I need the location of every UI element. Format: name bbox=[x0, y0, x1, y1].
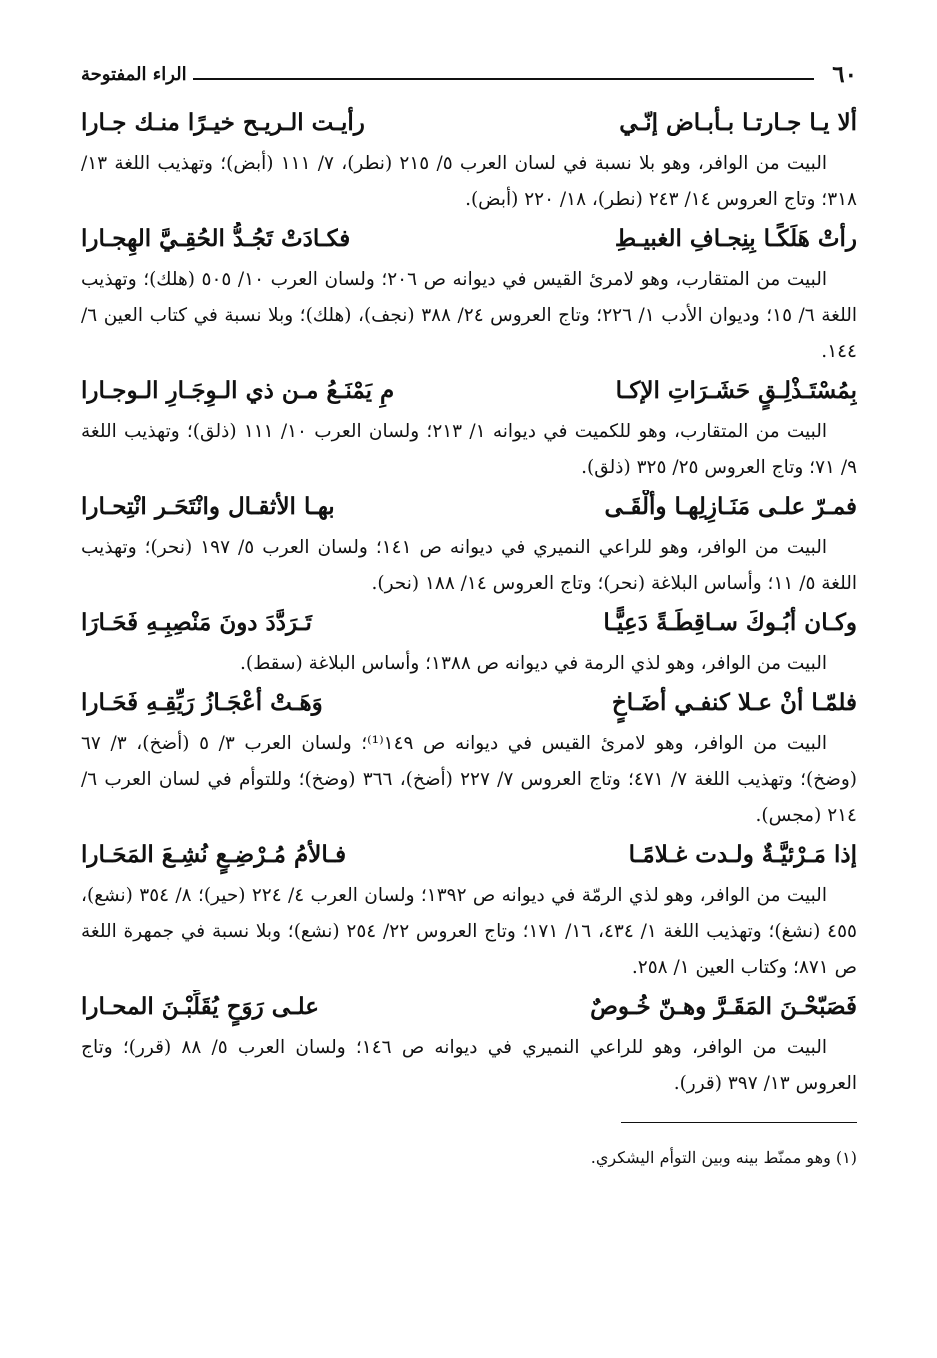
section-title: الراء المفتوحة bbox=[81, 64, 187, 85]
verse-entry bbox=[81, 686, 857, 834]
hemistich-second: مِ يَمْنَـعُ مـن ذي الـوِجَـارِ الـوجـارا bbox=[81, 377, 395, 404]
verse-line bbox=[81, 490, 857, 530]
verse-line bbox=[81, 222, 857, 262]
hemistich-first: ألا يـا جـارتـا بـأُبـاض إنّـي bbox=[619, 109, 857, 136]
verse-commentary: البيت من الوافر، وهو لامرئ القيس في ديوانه ص ١٤٩⁽¹⁾؛ ولسان العرب ٣/ ٥ (أضخ)، ٣/ ٦٧ (وضخ)؛ وتهذيب اللغة ٧/ ٤٧١؛ وتاج العروس ٧/ ٢٢٧ (أضخ)، ٣٦٦ (وضخ)؛ وللتوأم في لسان العرب ٦/ ٢١٤ (مجس). bbox=[81, 733, 857, 826]
hemistich-second: رأيـت الـريـح خيـرًا منـك جـارا bbox=[81, 109, 365, 136]
book-page bbox=[81, 56, 857, 1173]
verse-line bbox=[81, 374, 857, 414]
verse-commentary: البيت من الوافر، وهو لذي الرمّة في ديوانه ص ١٣٩٢؛ ولسان العرب ٤/ ٢٢٤ (حير)؛ ٨/ ٣٥٤ (نشع)، ٤٥٥ (نشغ)؛ وتهذيب اللغة ١/ ٤٣٤، ١٦/ ١٧١؛ وتاج العروس ٢٢/ ٢٥٤ (نشع)؛ وبلا نسبة في جمهرة اللغة ص ٨٧١؛ وكتاب العين ١/ ٢٥٨. bbox=[81, 885, 857, 978]
verse-line bbox=[81, 686, 857, 726]
verse-line bbox=[81, 990, 857, 1030]
hemistich-second: علـى رَوَحٍ يُقَلِّبْـنَ المحـارا bbox=[81, 993, 319, 1020]
verse-line bbox=[81, 106, 857, 146]
hemistich-first: بِمُسْتَـذْلِـقٍ حَشَـرَاتِ الإكـا bbox=[615, 377, 857, 404]
verse-entry bbox=[81, 222, 857, 370]
verse-commentary: البيت من المتقارب، وهو لامرئ القيس في ديوانه ص ٢٠٦؛ ولسان العرب ١٠/ ٥٠٥ (هلك)؛ وتهذيب اللغة ٦/ ١٥؛ وديوان الأدب ١/ ٢٢٦؛ وتاج العروس ٢٤/ ٣٨٨ (نجف)، (هلك)؛ وبلا نسبة في كتاب العين ٦/ ١٤٤. bbox=[81, 269, 857, 362]
hemistich-first: فلمّـا أنْ عـلا كنفـي أضَـاخٍ bbox=[611, 689, 857, 716]
verse-entry bbox=[81, 990, 857, 1102]
verse-entry bbox=[81, 606, 857, 682]
verse-entry bbox=[81, 106, 857, 218]
footnote-rule bbox=[621, 1122, 857, 1123]
running-header bbox=[81, 56, 857, 90]
verse-line bbox=[81, 606, 857, 646]
verse-commentary: البيت من الوافر، وهو للراعي النميري في ديوانه ص ١٤٦؛ ولسان العرب ٥/ ٨٨ (قرر)؛ وتاج العروس ١٣/ ٣٩٧ (قرر). bbox=[81, 1037, 857, 1094]
footnote: (١) وهو ممنّط بينه وبين التوأم اليشكري. bbox=[590, 1148, 857, 1167]
verse-entry bbox=[81, 838, 857, 986]
hemistich-second: وَهَـتْ أعْجَـازُ رَيِّقِـهِ فَحَـارا bbox=[81, 689, 323, 716]
hemistich-second: تَـرَدَّدَ دونَ مَنْصِبِـهِ فَحَـارَا bbox=[81, 609, 312, 636]
hemistich-second: فـالأمُ مُـرْضِـعٍ نُشِـعَ المَحَـارا bbox=[81, 841, 347, 868]
verse-entry bbox=[81, 490, 857, 602]
header-rule bbox=[193, 78, 815, 80]
page-number: ٦٠ bbox=[832, 61, 857, 88]
verse-commentary: البيت من الوافر، وهو للراعي النميري في ديوانه ص ١٤١؛ ولسان العرب ٥/ ١٩٧ (نحر)؛ وتهذيب اللغة ٥/ ١١؛ وأساس البلاغة (نحر)؛ وتاج العروس ١٤/ ١٨٨ (نحر). bbox=[81, 537, 857, 594]
hemistich-first: فَصَبّحْـنَ المَقَـرَّ وهـنّ خُـوصٌ bbox=[590, 993, 857, 1020]
verse-commentary: البيت من الوافر، وهو بلا نسبة في لسان العرب ٥/ ٢١٥ (نطر)، ٧/ ١١١ (أبض)؛ وتهذيب اللغة ١٣/ ٣١٨؛ وتاج العروس ١٤/ ٢٤٣ (نطر)، ١٨/ ٢٢٠ (أبض). bbox=[81, 153, 857, 210]
verse-commentary: البيت من الوافر، وهو لذي الرمة في ديوانه ص ١٣٨٨؛ وأساس البلاغة (سقط). bbox=[240, 653, 827, 674]
hemistich-first: إذا مَـرْئيَّـةٌ ولـدت غـلامًـا bbox=[628, 841, 857, 868]
hemistich-first: فمـرّ علـى مَنَـازِلِهـا وألْقَـى bbox=[604, 493, 857, 520]
verse-line bbox=[81, 838, 857, 878]
hemistich-second: بهـا الأثقـال وانْتَحَـر انْتِحـارا bbox=[81, 493, 335, 520]
hemistich-first: وكـان أبُـوكَ سـاقِطَـةً دَعِيًّـا bbox=[603, 609, 857, 636]
verse-commentary: البيت من المتقارب، وهو للكميت في ديوانه ١/ ٢١٣؛ ولسان العرب ١٠/ ١١١ (ذلق)؛ وتهذيب اللغة ٩/ ٧١؛ وتاج العروس ٢٥/ ٣٢٥ (ذلق). bbox=[81, 421, 857, 478]
hemistich-second: فكـادَتْ تَجُـدُّ الحُقِـيَّ الهِجـارا bbox=[81, 225, 351, 252]
hemistich-first: رأتْ هَلَكًـا بِنِجـافِ الغبيـطِ bbox=[614, 225, 857, 252]
verse-entry bbox=[81, 374, 857, 486]
